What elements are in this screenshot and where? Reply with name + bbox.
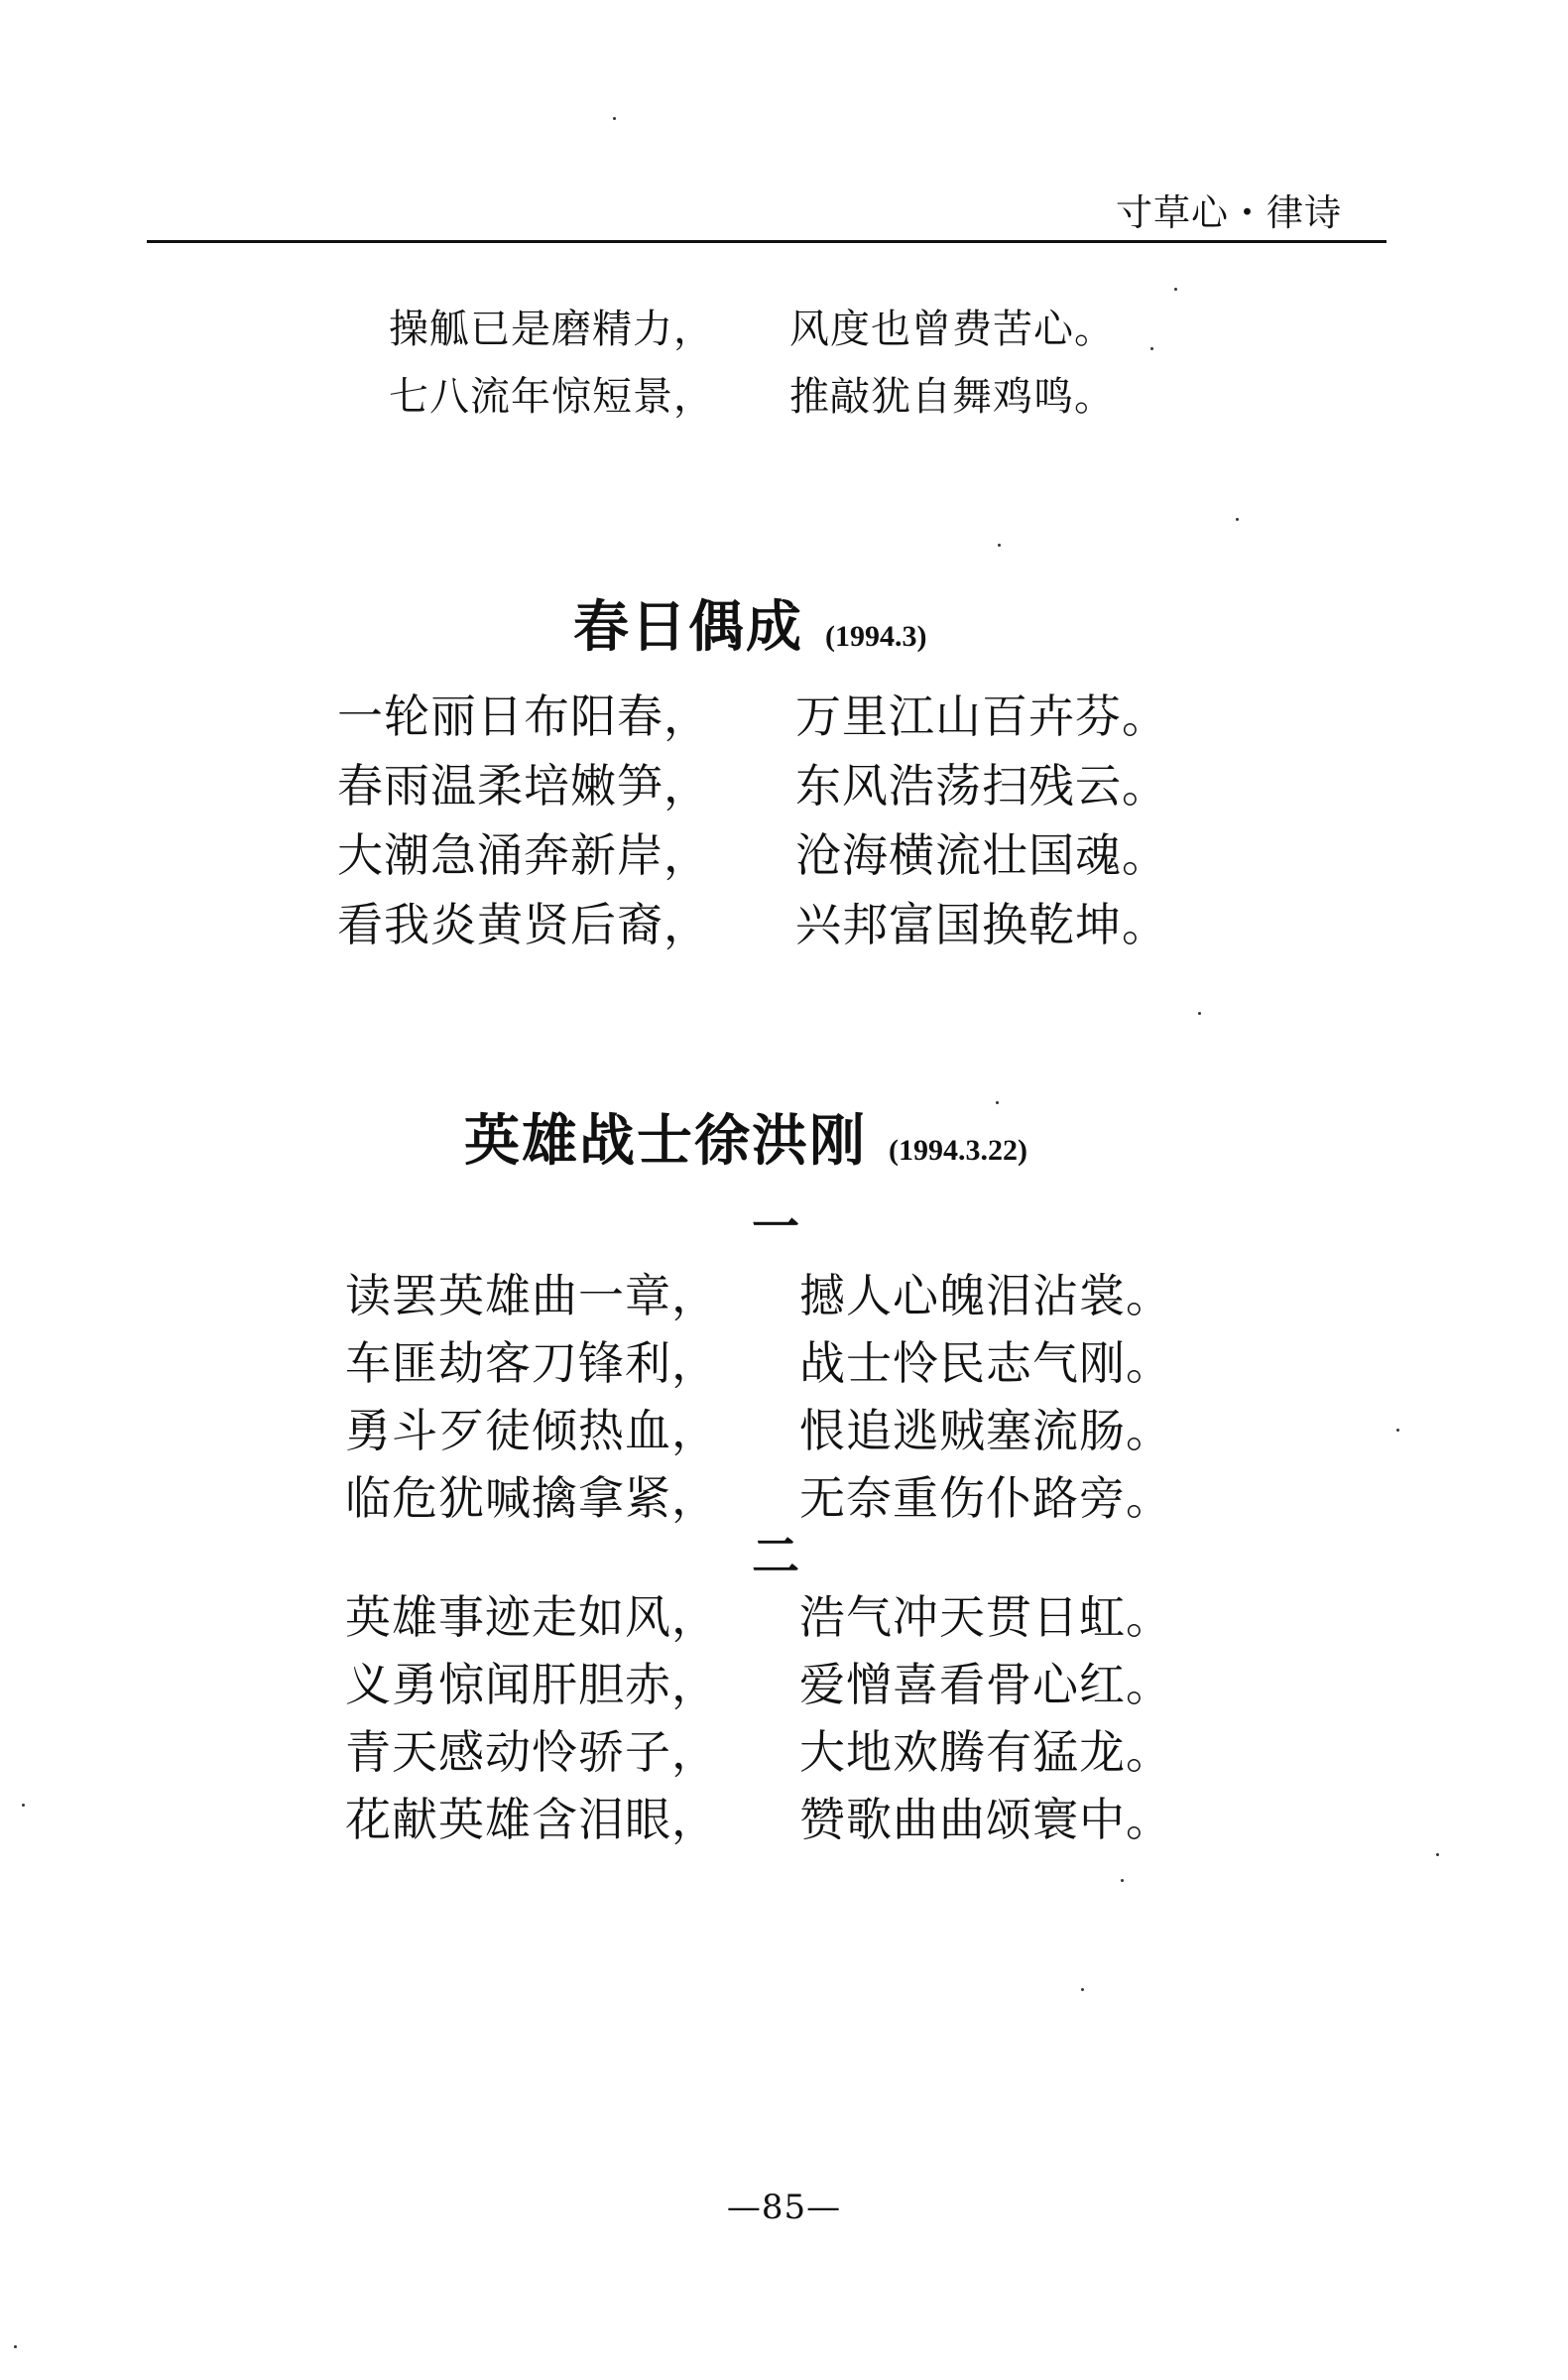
poem-date: (1994.3.22) <box>889 1134 1027 1167</box>
scan-speck <box>1396 1429 1399 1432</box>
page-number: —85— <box>726 2188 842 2227</box>
verse-second-half: 推敲犹自舞鸡鸣。 <box>789 374 1115 420</box>
verse-first-half: 七八流年惊短景， <box>389 374 714 420</box>
verse-line <box>0 1784 1568 1853</box>
verse-line <box>0 889 1568 958</box>
scan-speck <box>1081 1988 1084 1991</box>
running-header <box>147 179 1387 243</box>
verse-line <box>0 298 1568 367</box>
scan-speck <box>1236 518 1239 521</box>
verse-first-half: 花献英雄含泪眼， <box>345 1793 718 1846</box>
verse-second-half: 战士怜民志气刚。 <box>799 1336 1172 1390</box>
verse-line <box>0 681 1568 750</box>
verse-second-half: 浩气冲天贯日虹。 <box>799 1590 1172 1644</box>
scan-speck <box>1174 288 1177 291</box>
verse-second-half: 恨追逃贼塞流肠。 <box>799 1404 1172 1457</box>
scan-speck <box>1121 1879 1124 1882</box>
scan-speck <box>1198 1012 1201 1015</box>
verse-first-half: 大潮急涌奔新岸， <box>337 828 710 882</box>
verse-first-half: 读罢英雄曲一章， <box>345 1269 718 1322</box>
verse-first-half: 勇斗歹徒倾热血， <box>345 1404 718 1457</box>
verse-second-half: 赞歌曲曲颂寰中。 <box>799 1793 1172 1846</box>
verse-line <box>0 1395 1568 1464</box>
poem-title-text: 英雄战士徐洪刚 <box>464 1109 867 1174</box>
scan-speck <box>613 117 616 120</box>
part-number: 二 <box>752 1529 800 1584</box>
poem-title <box>573 583 926 663</box>
verse-second-half: 万里江山百卉芬。 <box>795 689 1168 743</box>
running-header-text: 寸草心・律诗 <box>1116 191 1342 234</box>
verse-line <box>0 1649 1568 1718</box>
verse-second-half: 东风浩荡扫残云。 <box>795 759 1168 813</box>
poem-date: (1994.3) <box>825 620 927 653</box>
verse-line <box>0 819 1568 889</box>
verse-second-half: 兴邦富国换乾坤。 <box>795 898 1168 951</box>
scan-speck <box>14 2345 17 2348</box>
verse-line <box>0 1260 1568 1329</box>
verse-first-half: 青天感动怜骄子， <box>345 1725 718 1779</box>
verse-first-half: 看我炎黄贤后裔， <box>337 898 710 951</box>
verse-first-half: 义勇惊闻肝胆赤， <box>345 1658 718 1711</box>
verse-first-half: 英雄事迹走如风， <box>345 1590 718 1644</box>
part-number: 一 <box>752 1199 800 1255</box>
scan-speck <box>996 1101 999 1104</box>
poem-title <box>464 1097 1027 1177</box>
scan-speck <box>1436 1853 1439 1856</box>
verse-first-half: 车匪劫客刀锋利， <box>345 1336 718 1390</box>
verse-line <box>0 750 1568 819</box>
scan-speck <box>998 544 1001 547</box>
verse-line <box>0 1716 1568 1786</box>
verse-first-half: 一轮丽日布阳春， <box>337 689 710 743</box>
verse-second-half: 撼人心魄泪沾裳。 <box>799 1269 1172 1322</box>
verse-second-half: 大地欢腾有猛龙。 <box>799 1725 1172 1779</box>
verse-first-half: 临危犹喊擒拿紧， <box>345 1471 718 1525</box>
verse-second-half: 沧海横流壮国魂。 <box>795 828 1168 882</box>
verse-line <box>0 1327 1568 1397</box>
verse-line <box>0 1581 1568 1651</box>
verse-second-half: 无奈重伤仆路旁。 <box>799 1471 1172 1525</box>
verse-second-half: 爱憎喜看骨心红。 <box>799 1658 1172 1711</box>
poem-title-text: 春日偶成 <box>573 595 803 660</box>
verse-line <box>0 365 1568 435</box>
verse-first-half: 春雨温柔培嫩笋， <box>337 759 710 813</box>
verse-first-half: 操觚已是磨精力， <box>389 307 714 352</box>
scan-speck <box>22 1804 25 1807</box>
scan-speck <box>1150 347 1153 350</box>
verse-second-half: 风度也曾费苦心。 <box>789 307 1115 352</box>
